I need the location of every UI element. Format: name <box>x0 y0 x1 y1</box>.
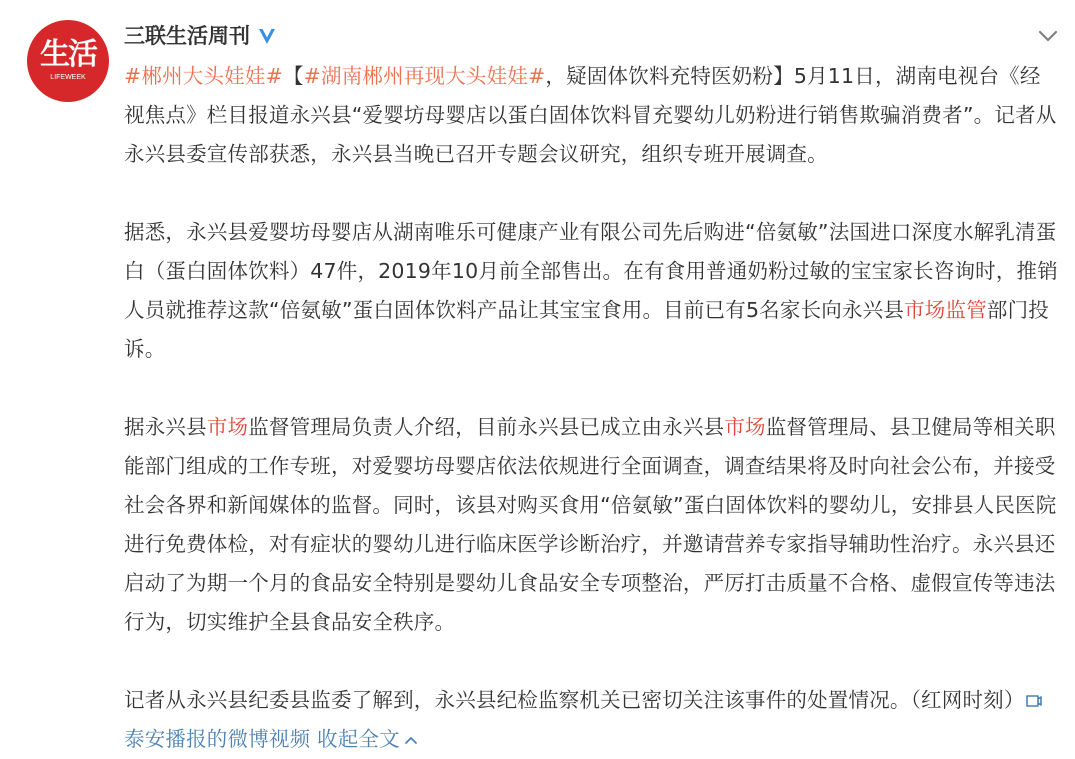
para3-text-b: 监督管理局负责人介绍，目前永兴县已成立由永兴县 <box>248 415 725 439</box>
account-name[interactable]: 三联生活周刊 <box>124 24 250 48</box>
video-link-icon <box>1025 693 1043 709</box>
collapse-button[interactable] <box>317 727 418 751</box>
keyword-link-market-supervision[interactable]: 市场监管 <box>904 298 987 322</box>
avatar[interactable] <box>27 20 109 102</box>
para3-text-c: 监督管理局、县卫健局等相关职能部门组成的工作专班，对爱婴坊母婴店依法依规进行全面调查，调查结果将及时向社会公布，并接受社会各界和新闻媒体的监督。同时，该县对购买食用“倍氨敏”蛋白固体饮料的婴幼儿，安排县人民医院进行免费体检，对有症状的婴幼儿进行临床医学诊断治疗，并邀请营养专家指导辅助性治疗。永兴县还启动了为期一个月的食品安全特别是婴幼儿食品安全专项整治，严厉打击质量不合格、虚假宣传等违法行为，切实维护全县食品安全秩序。 <box>124 415 1057 634</box>
collapse-label: 收起全文 <box>317 727 400 751</box>
chevron-down-icon[interactable] <box>1037 27 1059 45</box>
post-paragraph-4 <box>124 681 1059 759</box>
avatar-logo-subtext: LIFEWEEK <box>50 73 86 81</box>
verified-badge-icon <box>256 25 278 47</box>
post-body <box>124 57 1059 759</box>
para3-text-a: 据永兴县 <box>124 415 207 439</box>
post-header <box>124 21 278 51</box>
post-paragraph-1 <box>124 57 1059 174</box>
para2-end: 部门投诉。 <box>124 298 1050 361</box>
avatar-logo-text: 生活 <box>40 36 96 72</box>
bracket-open: 【 <box>282 64 304 88</box>
video-link-label: 泰安播报的微博视频 <box>124 727 311 751</box>
keyword-link-market-2[interactable]: 市场 <box>724 415 766 439</box>
para4-text: 记者从永兴县纪委县监委了解到，永兴县纪检监察机关已密切关注该事件的处置情况。（红网时刻） <box>124 688 1025 712</box>
chevron-up-icon <box>404 735 418 745</box>
topic-link-2[interactable]: #湖南郴州再现大头娃娃# <box>303 64 546 88</box>
post-paragraph-3 <box>124 408 1059 642</box>
post-paragraph-2 <box>124 213 1059 369</box>
topic-link-1[interactable]: #郴州大头娃娃# <box>124 64 283 88</box>
post-headline-text: ，疑固体饮料充特医奶粉】5月11日，湖南电视台《经视焦点》栏目报道永兴县“爱婴坊母婴店以蛋白固体饮料冒充婴幼儿奶粉进行销售欺骗消费者”。记者从永兴县委宣传部获悉，永兴县当晚已召开专题会议研究，组织专班开展调查。 <box>124 64 1057 166</box>
keyword-link-market-1[interactable]: 市场 <box>206 415 249 439</box>
para2-text: 据悉，永兴县爱婴坊母婴店从湖南唯乐可健康产业有限公司先后购进“倍氨敏”法国进口深度水解乳清蛋白（蛋白固体饮料）47件，2019年10月前全部售出。在有食用普通奶粉过敏的宝宝家长咨询时，推销人员就推荐这款“倍氨敏”蛋白固体饮料产品让其宝宝食用。目前已有5名家长向永兴县 <box>124 220 1058 322</box>
